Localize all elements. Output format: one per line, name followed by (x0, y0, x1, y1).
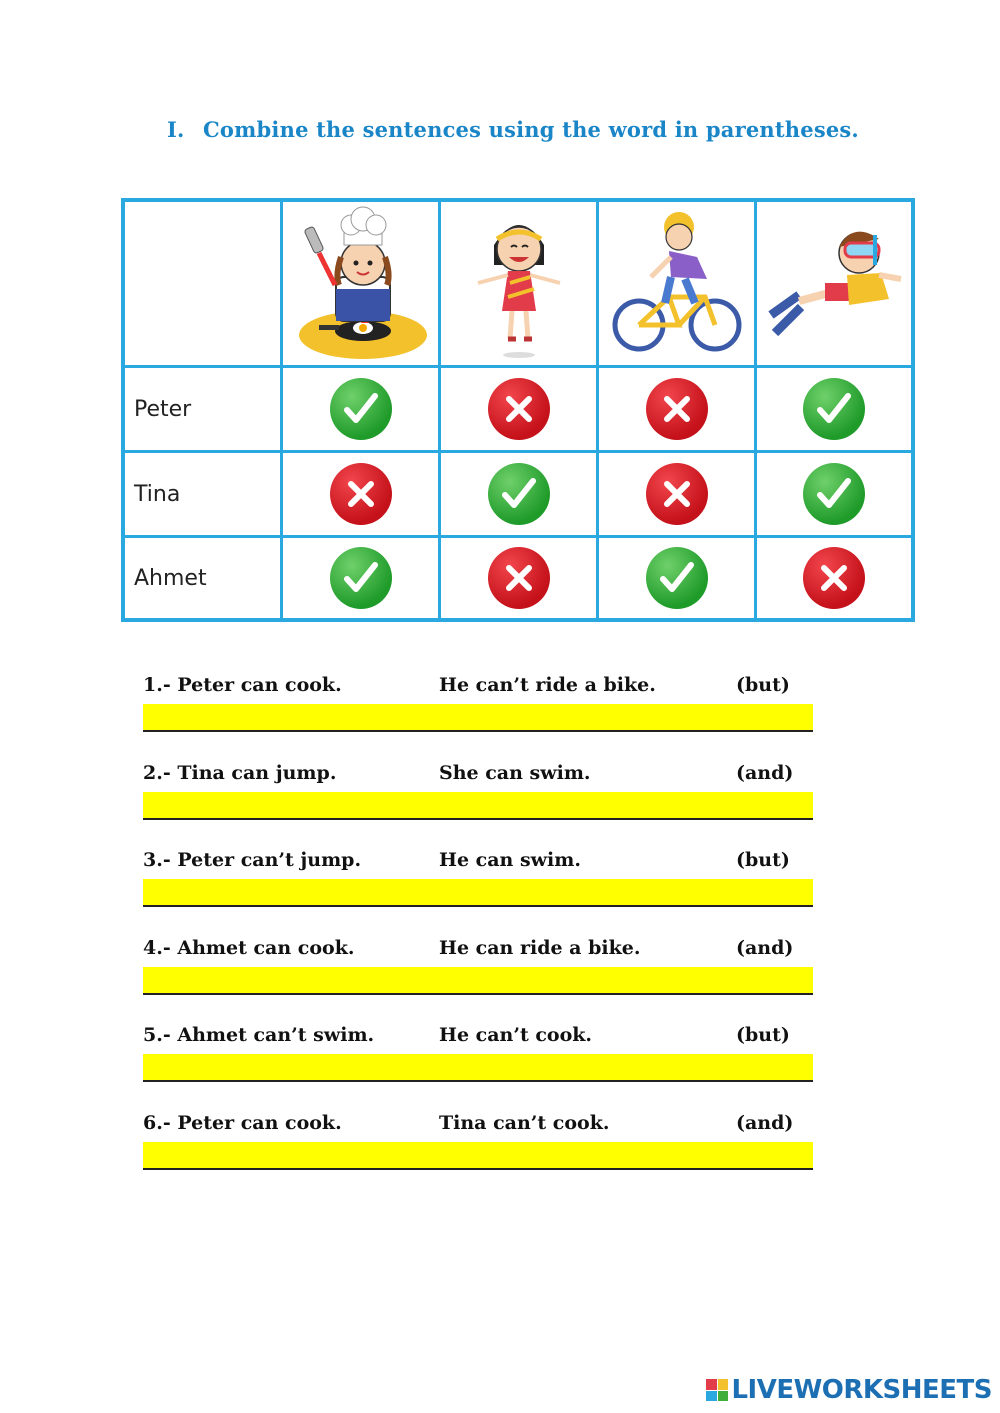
exercise-item (143, 1112, 813, 1170)
exercise-item (143, 762, 813, 820)
instruction-number: I. (167, 117, 185, 142)
conjunction-hint: (but) (736, 674, 790, 696)
cross-icon (330, 463, 392, 525)
exercise-prompt (143, 937, 813, 967)
ability-cell (441, 453, 599, 538)
conjunction-hint: (but) (736, 849, 790, 872)
answer-input[interactable] (143, 1142, 813, 1170)
check-icon (646, 547, 708, 609)
answer-input[interactable] (143, 879, 813, 907)
student-name: Peter (134, 396, 192, 422)
answer-input[interactable] (143, 704, 813, 732)
check-icon (488, 463, 550, 525)
cook-icon (283, 202, 441, 368)
ability-cell (283, 368, 441, 453)
ability-cell (441, 368, 599, 453)
first-sentence: 2.- Tina can jump. (143, 761, 337, 784)
ability-cell (283, 453, 441, 538)
first-sentence: 1.- Peter can cook. (143, 674, 342, 696)
ability-cell (283, 538, 441, 618)
jump-icon (441, 202, 599, 368)
ability-cell (441, 538, 599, 618)
second-sentence: He can’t ride a bike. (439, 674, 656, 696)
cross-icon (646, 378, 708, 440)
exercise-item (143, 849, 813, 907)
ability-cell (599, 368, 757, 453)
exercise-prompt (143, 1112, 813, 1142)
brand-watermark (706, 1375, 992, 1405)
second-sentence: She can swim. (439, 761, 591, 784)
check-icon (803, 463, 865, 525)
first-sentence: 6.- Peter can cook. (143, 1112, 342, 1134)
ride-bike-icon (599, 202, 757, 368)
ability-cell (757, 453, 911, 538)
check-icon (330, 378, 392, 440)
exercise-prompt (143, 849, 813, 879)
ability-cell (599, 538, 757, 618)
ability-cell (757, 538, 911, 618)
ability-table (121, 198, 915, 622)
answer-input[interactable] (143, 1054, 813, 1082)
table-corner-cell (125, 202, 283, 368)
exercise-item (143, 1024, 813, 1082)
conjunction-hint: (and) (736, 1112, 794, 1134)
instruction-heading (167, 117, 859, 142)
exercise-prompt (143, 762, 813, 792)
student-name-cell (125, 538, 283, 618)
student-name: Tina (134, 481, 181, 507)
swim-icon (757, 202, 911, 368)
student-name-cell (125, 368, 283, 453)
exercise-prompt (143, 674, 813, 704)
brand-logo-icon (706, 1379, 728, 1401)
second-sentence: He can’t cook. (439, 1024, 593, 1047)
first-sentence: 4.- Ahmet can cook. (143, 936, 355, 959)
answer-input[interactable] (143, 792, 813, 820)
instruction-text: Combine the sentences using the word in parentheses. (203, 117, 859, 142)
second-sentence: Tina can’t cook. (439, 1112, 610, 1134)
student-name: Ahmet (134, 565, 207, 591)
check-icon (803, 378, 865, 440)
conjunction-hint: (and) (736, 936, 794, 959)
conjunction-hint: (but) (736, 1024, 790, 1047)
answer-input[interactable] (143, 967, 813, 995)
second-sentence: He can ride a bike. (439, 936, 641, 959)
conjunction-hint: (and) (736, 761, 794, 784)
first-sentence: 3.- Peter can’t jump. (143, 849, 362, 872)
ability-cell (757, 368, 911, 453)
ability-cell (599, 453, 757, 538)
cross-icon (488, 378, 550, 440)
exercise-prompt (143, 1024, 813, 1054)
first-sentence: 5.- Ahmet can’t swim. (143, 1024, 375, 1047)
cross-icon (803, 547, 865, 609)
brand-name: LIVEWORKSHEETS (731, 1375, 992, 1405)
exercise-item (143, 937, 813, 995)
second-sentence: He can swim. (439, 849, 581, 872)
check-icon (330, 547, 392, 609)
cross-icon (646, 463, 708, 525)
exercise-item (143, 674, 813, 732)
cross-icon (488, 547, 550, 609)
student-name-cell (125, 453, 283, 538)
